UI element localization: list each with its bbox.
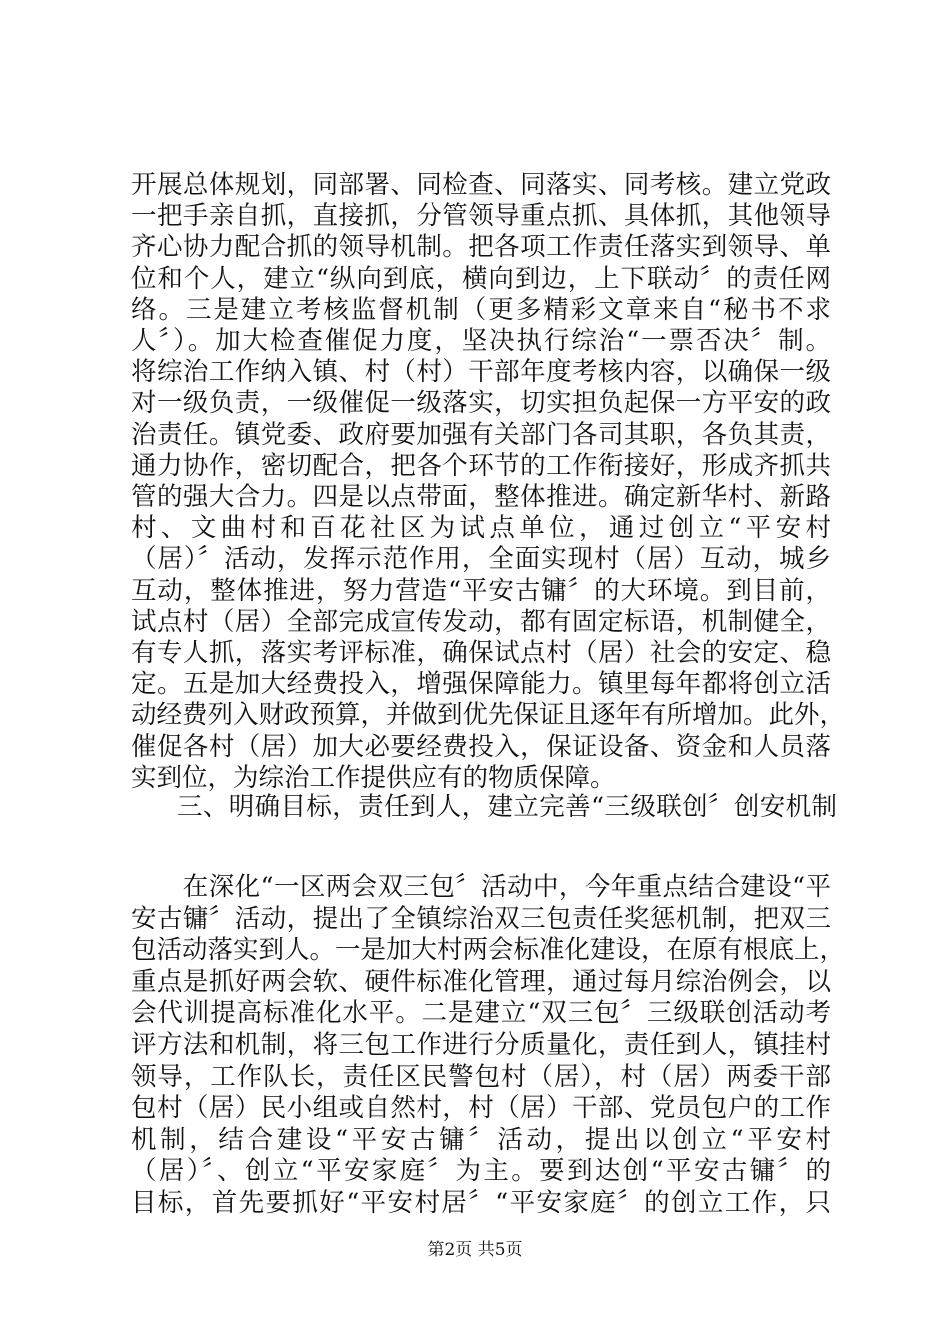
text-line: 络。三是建立考核监督机制（更多精彩文章来自“秘书不求 bbox=[131, 294, 831, 325]
text-line: （居）〞、创立“平安家庭〞为主。要到达创“平安古镛〞的 bbox=[131, 1156, 831, 1187]
text-line: 在深化“一区两会双三包〞活动中，今年重点结合建设“平 bbox=[131, 872, 831, 902]
text-line: 定。五是加大经费投入，增强保障能力。镇里每年都将创立活 bbox=[131, 669, 831, 700]
section-heading: 三、明确目标，责任到人，建立完善“三级联创〞创安机制 bbox=[177, 792, 837, 822]
text-line: 互动，整体推进，努力营造“平安古镛〞的大环境。到目前， bbox=[131, 575, 831, 606]
text-line: 机制，结合建设“平安古镛〞活动，提出以创立“平安村 bbox=[131, 1124, 831, 1155]
page-footer: 第2页 共5页 bbox=[427, 1240, 523, 1260]
text-line: 评方法和机制，将三包工作进行分质量化，责任到人，镇挂村 bbox=[131, 1030, 831, 1060]
text-line: 齐心协力配合抓的领导机制。把各项工作责任落实到领导、单 bbox=[131, 232, 831, 263]
text-line: 试点村（居）全部完成宣传发动，都有固定标语，机制健全， bbox=[131, 606, 831, 637]
text-line: 人〞）。加大检查催促力度，坚决执行综治“一票否决〞制。 bbox=[131, 326, 831, 356]
text-line: 开展总体规划，同部署、同检查、同落实、同考核。建立党政 bbox=[131, 170, 831, 200]
text-line: 治责任。镇党委、政府要加强有关部门各司其职，各负其责， bbox=[131, 419, 831, 450]
text-line: 村、文曲村和百花社区为试点单位，通过创立“平安村 bbox=[131, 513, 831, 544]
text-line: 有专人抓，落实考评标准，确保试点村（居）社会的安定、稳 bbox=[131, 638, 831, 668]
text-line: 管的强大合力。四是以点带面，整体推进。确定新华村、新路 bbox=[131, 482, 831, 512]
text-line: 催促各村（居）加大必要经费投入，保证设备、资金和人员落 bbox=[131, 731, 831, 762]
text-line: 领导，工作队长，责任区民警包村（居），村（居）两委干部 bbox=[131, 1061, 831, 1092]
text-line: 对一级负责，一级催促一级落实，切实担负起保一方平安的政 bbox=[131, 388, 831, 419]
text-line: 将综治工作纳入镇、村（村）干部年度考核内容，以确保一级 bbox=[131, 357, 831, 388]
text-line: 目标，首先要抓好“平安村居〞“平安家庭〞的创立工作，只 bbox=[131, 1188, 831, 1218]
text-line: 包村（居）民小组或自然村，村（居）干部、党员包户的工作 bbox=[131, 1093, 831, 1124]
text-line: 重点是抓好两会软、硬件标准化管理，通过每月综治例会，以 bbox=[131, 966, 831, 997]
text-line: 安古镛〞活动，提出了全镇综治双三包责任奖惩机制，把双三 bbox=[131, 903, 831, 934]
text-line: （居）〞活动，发挥示范作用，全面实现村（居）互动，城乡 bbox=[131, 544, 831, 575]
text-line: 位和个人，建立“纵向到底，横向到边，上下联动〞的责任网 bbox=[131, 263, 831, 294]
text-line: 动经费列入财政预算，并做到优先保证且逐年有所增加。此外， bbox=[131, 700, 846, 731]
text-line: 实到位，为综治工作提供应有的物质保障。 bbox=[131, 762, 616, 793]
text-line: 会代训提高标准化水平。二是建立“双三包〞三级联创活动考 bbox=[131, 998, 831, 1029]
text-line: 包活动落实到人。一是加大村两会标准化建设，在原有根底上， bbox=[131, 935, 846, 966]
text-line: 通力协作，密切配合，把各个环节的工作衔接好，形成齐抓共 bbox=[131, 450, 831, 481]
text-line: 一把手亲自抓，直接抓，分管领导重点抓、具体抓，其他领导 bbox=[131, 201, 831, 232]
